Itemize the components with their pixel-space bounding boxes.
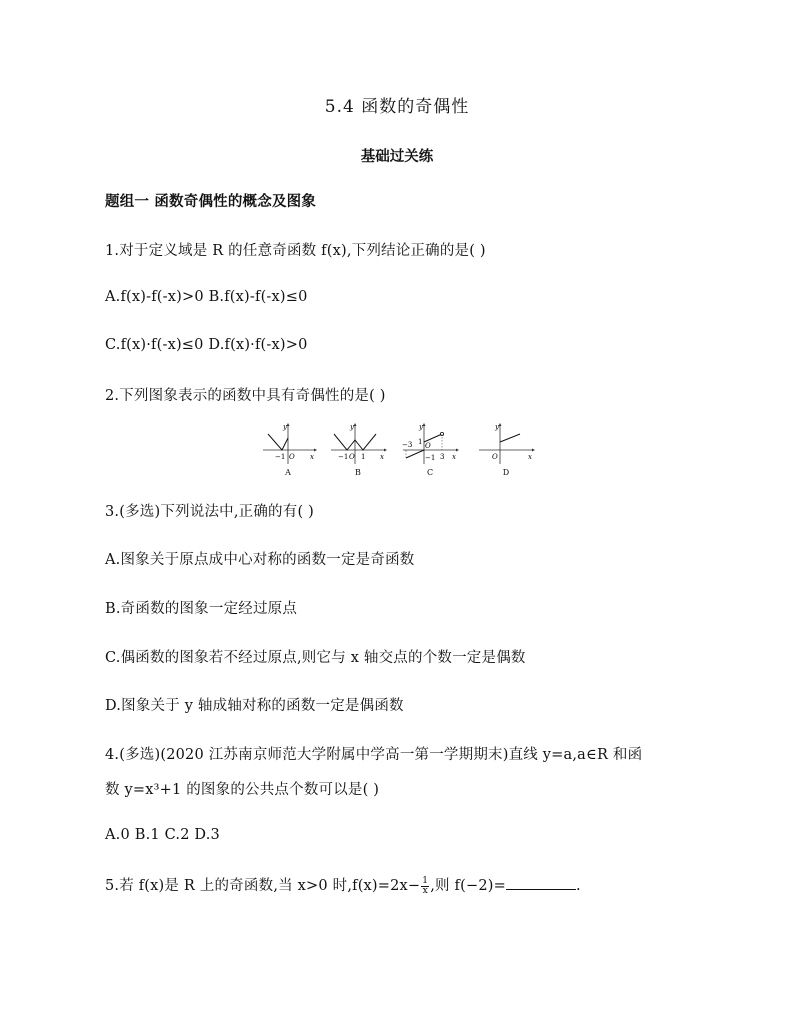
figure-b-caption: B — [355, 468, 361, 477]
svg-text:−1: −1 — [425, 454, 436, 462]
graph-c — [400, 420, 460, 468]
svg-text:x: x — [380, 453, 384, 461]
fraction-denominator: x — [422, 885, 428, 896]
svg-text:x: x — [528, 453, 532, 461]
figure-c-caption: C — [426, 468, 434, 477]
figure-d-caption: D — [502, 468, 510, 477]
figure-a — [258, 420, 318, 482]
svg-text:O: O — [289, 453, 295, 461]
fraction-one-over-x — [421, 877, 429, 896]
svg-text:O: O — [349, 453, 355, 461]
answer-blank[interactable] — [506, 875, 576, 890]
question-1-options-ab: A.f(x)-f(-x)>0 B.f(x)-f(-x)≤0 — [105, 289, 308, 305]
question-group-heading: 题组一 函数奇偶性的概念及图象 — [105, 194, 317, 210]
svg-text:O: O — [492, 453, 498, 461]
question-5-end: . — [575, 878, 581, 894]
section-subtitle: 基础过关练 — [360, 149, 434, 165]
fraction-numerator: 1 — [422, 875, 429, 886]
question-1-options-cd: C.f(x)·f(-x)≤0 D.f(x)·f(-x)>0 — [105, 337, 308, 353]
svg-text:1: 1 — [361, 453, 366, 461]
svg-text:3: 3 — [440, 453, 445, 461]
question-3-option-a: A.图象关于原点成中心对称的函数一定是奇函数 — [105, 552, 415, 568]
question-3-option-c: C.偶函数的图象若不经过原点,则它与 x 轴交点的个数一定是偶数 — [105, 650, 526, 666]
svg-text:y: y — [283, 423, 287, 431]
question-2-figures — [258, 420, 538, 482]
svg-text:x: x — [452, 453, 456, 461]
figure-b — [328, 420, 388, 482]
question-3-option-d: D.图象关于 y 轴成轴对称的函数一定是偶函数 — [105, 698, 404, 714]
graph-d — [476, 420, 536, 468]
svg-text:−3: −3 — [402, 441, 413, 449]
question-2-stem: 2.下列图象表示的函数中具有奇偶性的是( ) — [105, 388, 386, 404]
svg-text:O: O — [425, 442, 431, 450]
question-3-option-b: B.奇函数的图象一定经过原点 — [105, 601, 298, 617]
question-4-stem-line1: 4.(多选)(2020 江苏南京师范大学附属中学高一第一学期期末)直线 y=a,a∈R 和函 — [105, 747, 643, 763]
question-3-stem: 3.(多选)下列说法中,正确的有( ) — [105, 504, 314, 520]
svg-text:−1: −1 — [275, 453, 286, 461]
svg-text:1: 1 — [418, 438, 423, 446]
figure-c — [400, 420, 460, 482]
graph-b — [328, 420, 388, 468]
svg-text:y: y — [350, 423, 354, 431]
question-4-options: A.0 B.1 C.2 D.3 — [105, 827, 220, 843]
svg-text:−1: −1 — [338, 453, 349, 461]
svg-text:x: x — [310, 453, 314, 461]
question-4-stem-line2: 数 y=x³+1 的图象的公共点个数可以是( ) — [105, 782, 380, 798]
figure-d — [476, 420, 536, 482]
question-5-suffix: ,则 f(−2)= — [430, 878, 506, 894]
question-5 — [105, 874, 581, 896]
question-5-prefix: 5.若 f(x)是 R 上的奇函数,当 x>0 时,f(x)=2x− — [105, 878, 421, 894]
svg-text:y: y — [419, 423, 423, 431]
page-title: 5.4 函数的奇偶性 — [324, 97, 470, 117]
svg-text:y: y — [495, 423, 499, 431]
question-1-stem: 1.对于定义域是 R 的任意奇函数 f(x),下列结论正确的是( ) — [105, 243, 486, 259]
graph-a — [258, 420, 318, 468]
figure-a-caption: A — [285, 468, 291, 477]
